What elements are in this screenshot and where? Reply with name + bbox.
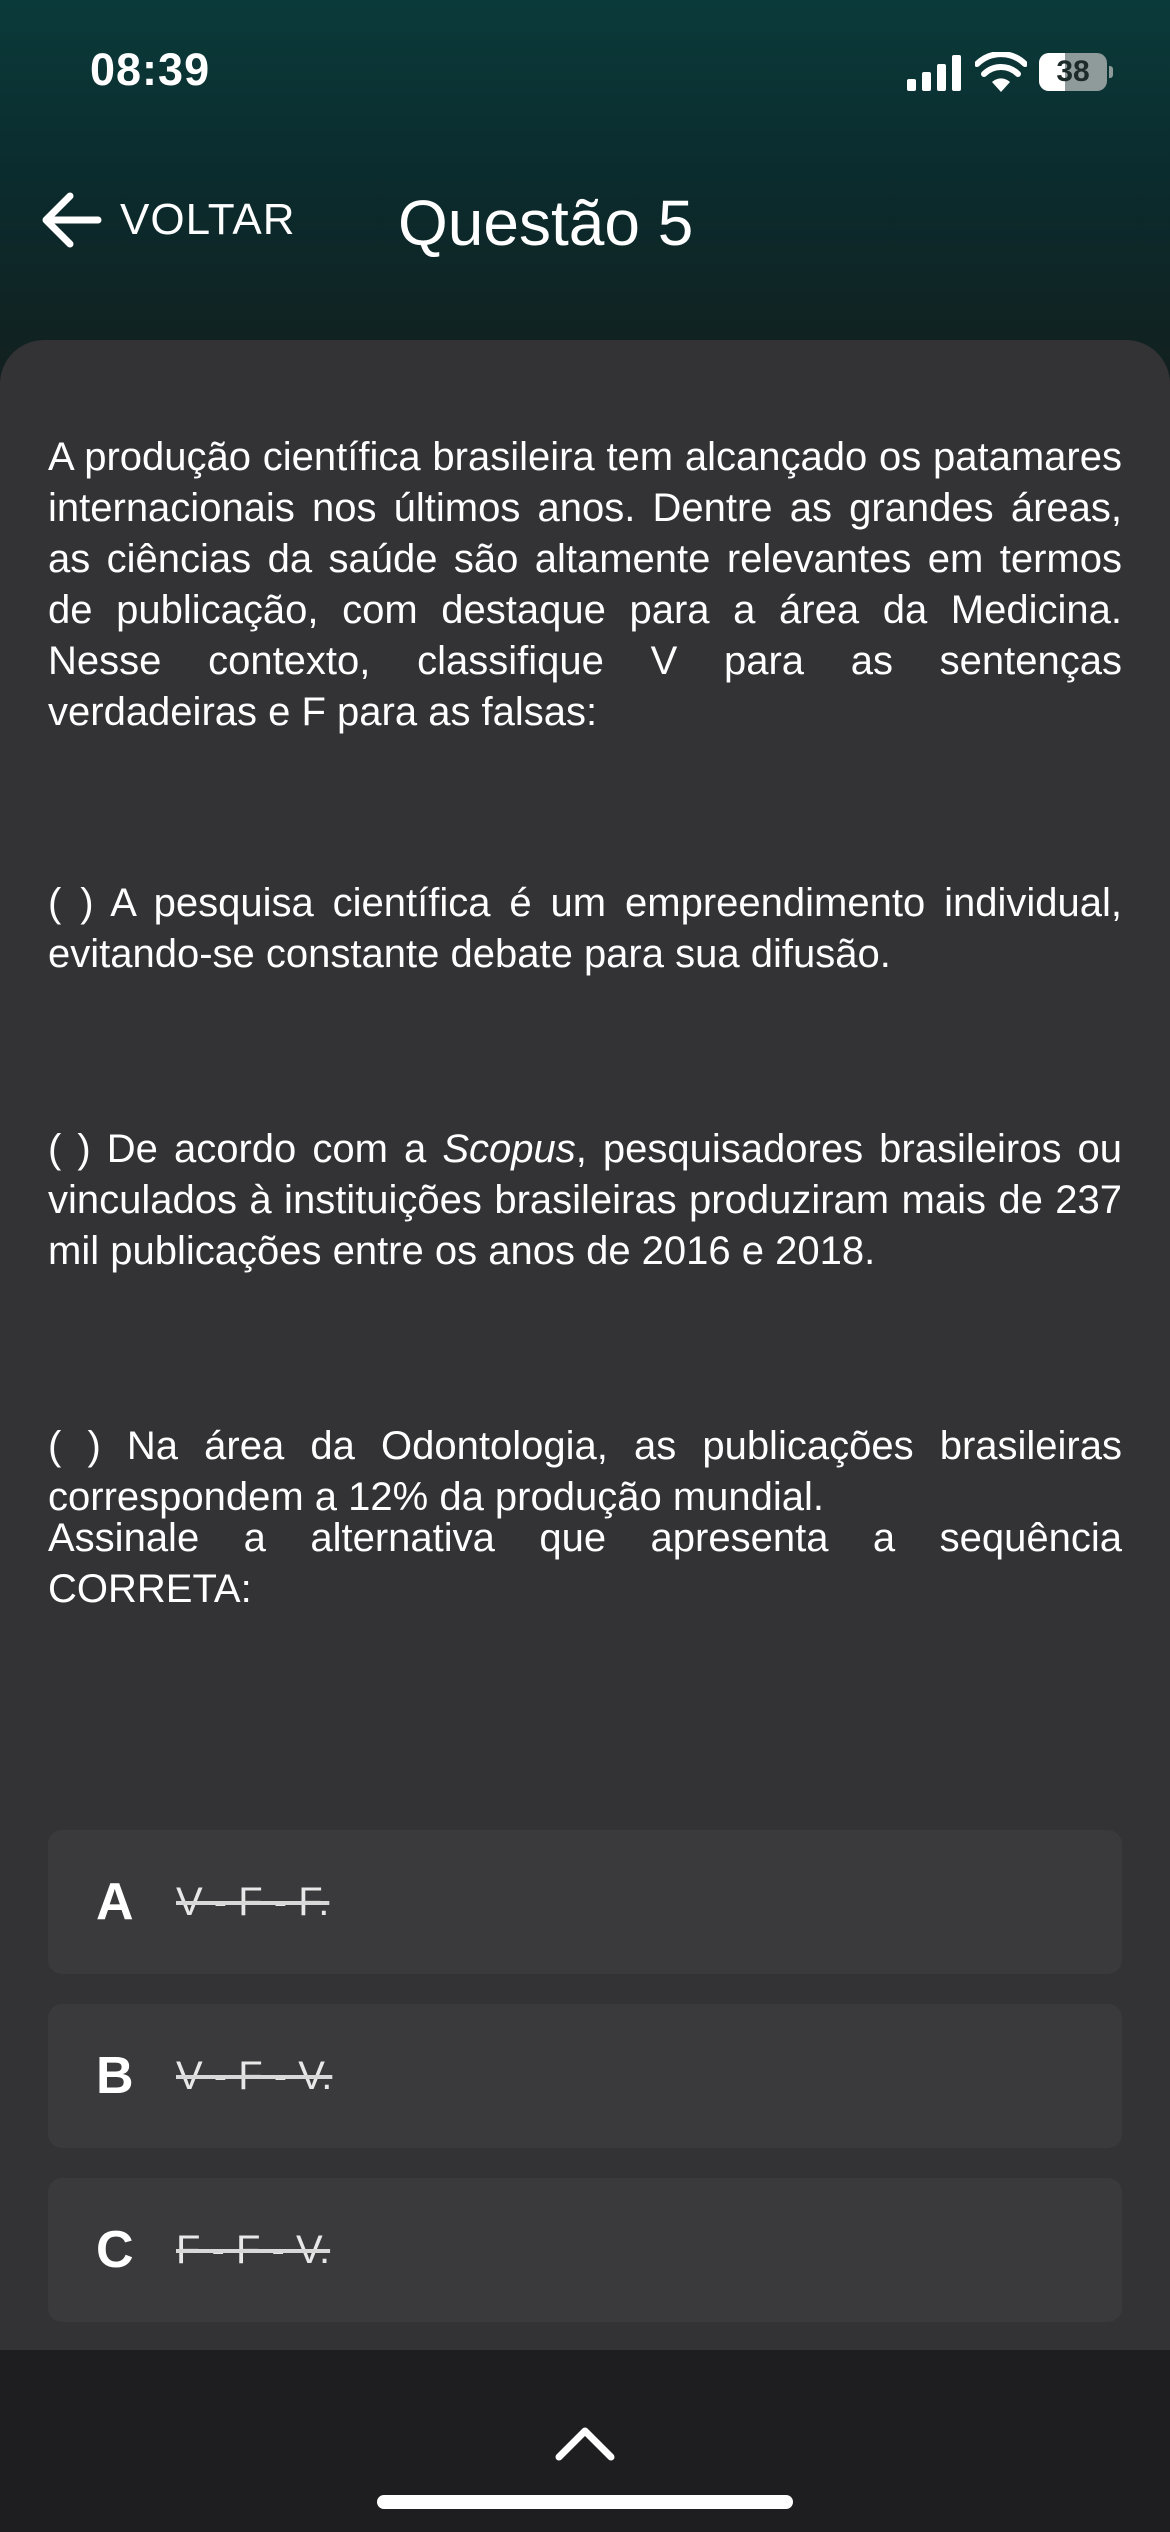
- battery-body: [1039, 53, 1107, 91]
- option-b-letter: B: [96, 2047, 134, 2105]
- arrow-left-icon: [40, 190, 102, 250]
- option-c-letter: C: [96, 2221, 134, 2279]
- battery-level: 38: [1056, 55, 1090, 88]
- back-label: VOLTAR: [120, 195, 296, 244]
- option-a-text: V - F - F.: [176, 1879, 330, 1924]
- statement-2: [48, 1124, 1122, 1277]
- statement-3: ( ) Na área da Odontologia, as publicações brasileiras correspondem a 12% da produção mundial.: [48, 1424, 1122, 1519]
- option-a-letter: A: [96, 1873, 134, 1931]
- question-intro: A produção científica brasileira tem alcançado os patamares internacionais nos últimos anos. Dentre as grandes áreas, as ciências da saúde são altamente relevantes em termos de publicação, com destaque para a área da Medicina. Nesse contexto, classifique V para as sentenças verdadeiras e F para as falsas:: [48, 435, 1122, 734]
- wifi-icon: [975, 52, 1027, 92]
- option-b[interactable]: [48, 2004, 1122, 2148]
- header: [0, 0, 1170, 380]
- battery-tip: [1109, 66, 1113, 78]
- option-a[interactable]: [48, 1830, 1122, 1974]
- status-bar: [0, 0, 1170, 140]
- signal-icon: [907, 55, 962, 91]
- status-time: 08:39: [90, 44, 211, 95]
- battery-icon: [1039, 53, 1113, 91]
- option-b-text: V - F - V.: [176, 2053, 333, 2098]
- back-button[interactable]: [40, 185, 296, 255]
- page-title: Questão 5: [398, 187, 694, 259]
- question-card: [0, 340, 1170, 2350]
- option-c-text: F - F - V.: [176, 2227, 331, 2272]
- question-instruction: Assinale a alternativa que apresenta a sequência CORRETA:: [48, 1516, 1122, 1611]
- statement-2-prefix: ( ) De acordo com a: [48, 1127, 443, 1171]
- chevron-up-icon[interactable]: [553, 2423, 617, 2463]
- bottom-bar: [0, 2350, 1170, 2532]
- home-indicator[interactable]: [377, 2495, 793, 2509]
- statement-2-source: Scopus: [442, 1127, 576, 1171]
- statement-2-suffix: , pesquisadores brasileiros ou vinculados à instituições brasileiras produziram mais de 237 mil publicações entre os anos de 2016 e 2018.: [48, 1127, 1123, 1273]
- statement-1: ( ) A pesquisa científica é um empreendimento individual, evitando-se constante debate para sua difusão.: [48, 881, 1122, 976]
- option-c[interactable]: [48, 2178, 1122, 2322]
